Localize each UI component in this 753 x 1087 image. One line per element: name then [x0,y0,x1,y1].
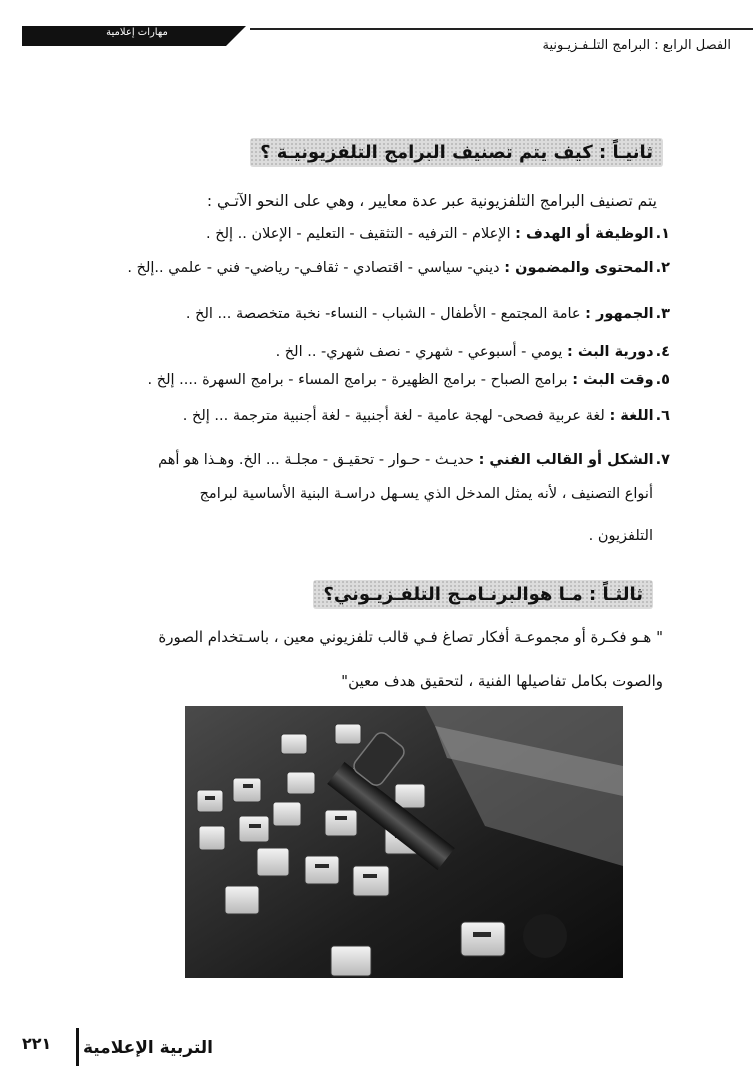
item-text: عامة المجتمع - الأطفال - الشباب - النساء- نخبة متخصصة ... الخ . [185,306,586,322]
definition-quote-line: " هـو فكـرة أو مجموعـة أفكار تصاغ فـي قالب تلفزيوني معين ، باسـتخدام الصورة [158,628,663,646]
continuation-line: التلفزيون . [588,528,653,544]
item-text: الإعلام - الترفيه - التثقيف - التعليم - الإعلان .. إلخ . [206,226,516,242]
section-heading-classification: ثانيـاً : كيف يتم تصنيف البرامج التلفزيونيـة ؟ [250,138,663,167]
list-item [186,306,670,322]
footer-divider [76,1028,79,1066]
section-intro: يتم تصنيف البرامج التلفزيونية عبر عدة معايير ، وهي على النحو الآتـي : [206,192,657,210]
item-number: ٤. [655,344,670,360]
video-switcher-photo [185,706,623,978]
item-term: الوظيفة أو الهدف : [515,226,654,242]
item-term: وقت البث : [572,372,654,388]
item-text: حديـث - حـوار - تحقيـق - مجلـة ... الخ. وهـذا هو أهم [158,452,479,468]
item-term: دورية البث : [567,344,654,360]
item-number: ٥. [655,372,670,388]
item-text: لغة عربية فصحى- لهجة عامية - لغة أجنبية - لغة أجنبية مترجمة ... إلخ . [182,408,610,424]
list-item [127,260,670,276]
item-text: يومي - أسبوعي - شهري - نصف شهري- .. الخ . [275,344,567,360]
chapter-title: الفصل الرابع : البرامج التلـفـزيـونية [542,38,731,53]
list-item [276,344,670,360]
definition-quote-line: والصوت بكامل تفاصيلها الفنية ، لتحقيق هدف معين" [341,672,663,690]
item-number: ٦. [655,408,670,424]
item-term: الجمهور : [585,306,654,322]
item-term: الشكل أو القالب الفني : [478,452,654,468]
item-text: برامج الصباح - برامج الظهيرة - برامج المساء - برامج السهرة .... إلخ . [147,372,573,388]
item-number: ١. [655,226,670,242]
header-rule [250,28,753,30]
list-item [158,452,670,468]
item-number: ٣. [655,306,670,322]
item-text: ديني- سياسي - اقتصادي - ثقافـي- رياضي- فني - علمي ..إلخ . [127,260,505,276]
item-term: المحتوى والمضمون : [504,260,654,276]
header-tab-label: مهارات إعلامية [106,27,168,38]
list-item [206,226,670,242]
page-number: ٢٢١ [22,1034,52,1053]
list-item [148,372,671,388]
section-heading-definition: ثالثـاً : مـا هوالبرنـامـج التلفـزيـوني؟ [313,580,653,609]
item-number: ٢. [655,260,670,276]
continuation-line: أنواع التصنيف ، لأنه يمثل المدخل الذي يسـهل دراسـة البنية الأساسية لبرامج [199,486,653,502]
item-number: ٧. [655,452,670,468]
item-term: اللغة : [609,408,654,424]
book-title: التربية الإعلامية [82,1038,213,1058]
list-item [183,408,670,424]
